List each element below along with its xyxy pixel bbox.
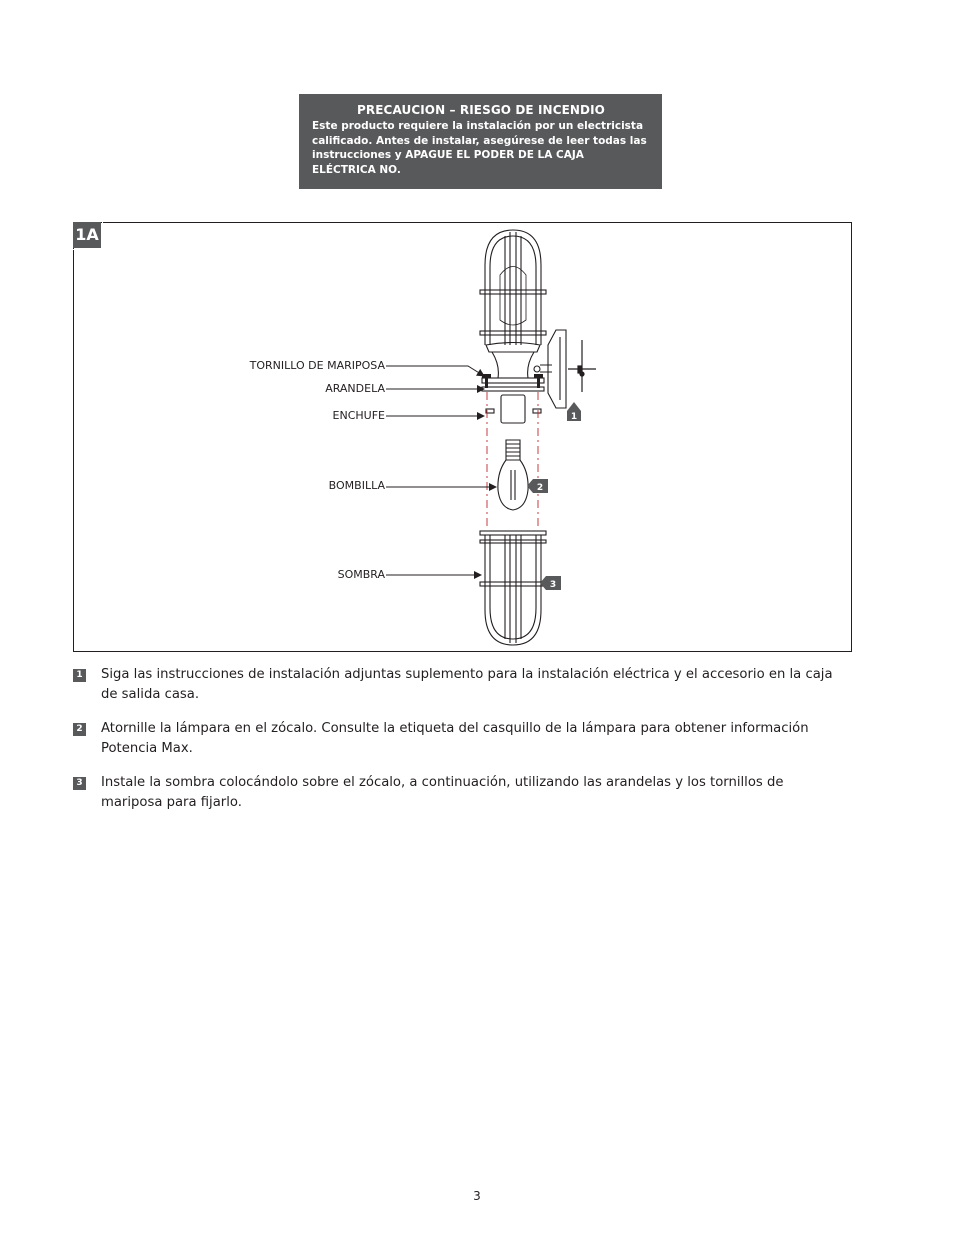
step-text: Atornille la lámpara en el zócalo. Consulte la etiqueta del casquillo de la lámpara para obtener información Potencia Max.	[101, 721, 809, 756]
svg-text:3: 3	[549, 580, 557, 590]
shade-cage-drawing	[480, 531, 546, 645]
label-wing-screw: TORNILLO DE MARIPOSA	[249, 359, 385, 372]
leader-lines	[386, 366, 496, 575]
warning-line-4: ELÉCTRICA NO.	[312, 163, 401, 176]
step-number-badge: 2	[73, 723, 86, 736]
label-washer: ARANDELA	[325, 382, 385, 395]
callout-badge-1	[567, 402, 581, 422]
warning-line-1: Este producto requiere la instalación por un electricista	[312, 120, 644, 132]
callout-badge-3	[540, 576, 561, 590]
assembled-cage-drawing	[480, 230, 566, 408]
figure-id-badge: 1A	[73, 222, 101, 248]
svg-text:2: 2	[536, 483, 544, 493]
warning-line-2: calificado. Antes de instalar, asegúrese de leer todas las	[312, 134, 647, 147]
socket-drawing	[486, 395, 541, 423]
mounting-bracket-drawing	[568, 340, 596, 392]
callout-badge-2	[527, 479, 548, 493]
warning-line-3: instrucciones y APAGUE EL PODER DE LA CAJA	[312, 149, 584, 161]
step-text: Instale la sombra colocándolo sobre el zócalo, a continuación, utilizando las arandelas y los tornillos de mariposa para fijarlo.	[101, 775, 784, 810]
alignment-guides	[487, 392, 538, 530]
label-shade: SOMBRA	[337, 568, 385, 581]
step-text: Siga las instrucciones de instalación adjuntas suplemento para la instalación eléctrica y el accesorio en la caja de salida casa.	[101, 667, 833, 702]
step-number-badge: 1	[73, 669, 86, 682]
label-bulb: BOMBILLA	[328, 479, 385, 492]
warning-title: PRECAUCION – RIESGO DE INCENDIO	[357, 103, 605, 117]
step-number-badge: 3	[73, 777, 86, 790]
wing-screws-drawing	[482, 374, 543, 388]
page-number: 3	[473, 1189, 481, 1203]
svg-text:1: 1	[570, 412, 578, 422]
bulb-drawing	[498, 440, 528, 510]
label-socket: ENCHUFE	[332, 409, 385, 422]
